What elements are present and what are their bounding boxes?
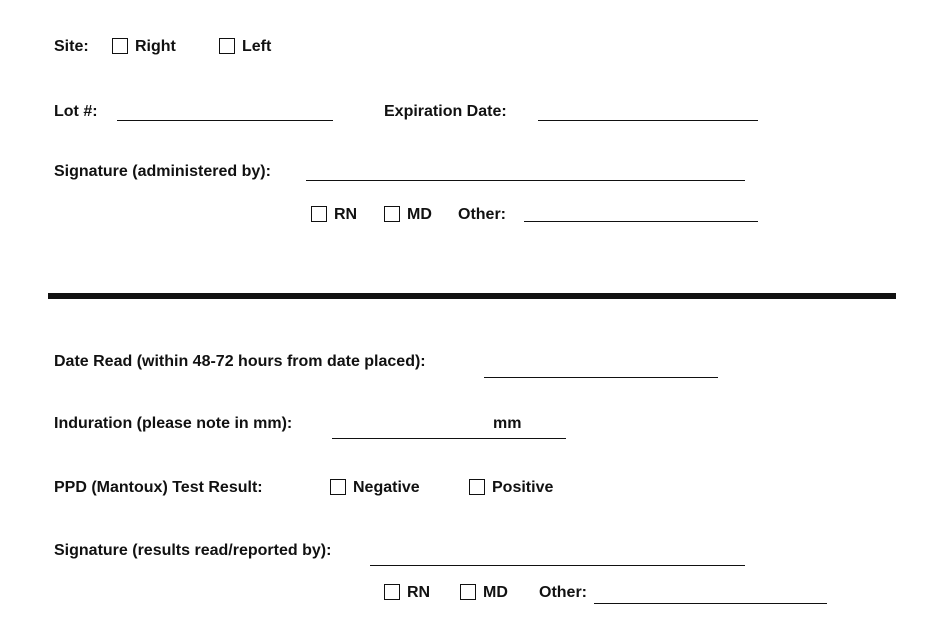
administered-other-field[interactable]: [524, 221, 758, 222]
site-left-checkbox[interactable]: [219, 38, 235, 54]
test-result-label: PPD (Mantoux) Test Result:: [54, 479, 263, 496]
read-md-label: MD: [483, 584, 508, 601]
read-rn-checkbox[interactable]: [384, 584, 400, 600]
induration-mm-unit: mm: [493, 415, 522, 432]
date-read-label: Date Read (within 48-72 hours from date placed):: [54, 353, 426, 370]
administered-md-checkbox[interactable]: [384, 206, 400, 222]
administered-signature-label: Signature (administered by):: [54, 163, 271, 180]
site-left-label: Left: [242, 38, 272, 55]
administered-signature-field[interactable]: [306, 180, 745, 181]
expiration-date-label: Expiration Date:: [384, 103, 507, 120]
site-right-checkbox[interactable]: [112, 38, 128, 54]
site-right-label: Right: [135, 38, 176, 55]
induration-label: Induration (please note in mm):: [54, 415, 293, 432]
expiration-date-field[interactable]: [538, 120, 758, 121]
administered-rn-checkbox[interactable]: [311, 206, 327, 222]
read-other-label: Other:: [539, 584, 587, 601]
date-read-field[interactable]: [484, 377, 718, 378]
read-rn-label: RN: [407, 584, 431, 601]
result-positive-label: Positive: [492, 479, 554, 496]
read-md-checkbox[interactable]: [460, 584, 476, 600]
lot-label: Lot #:: [54, 103, 98, 120]
result-negative-label: Negative: [353, 479, 420, 496]
result-negative-checkbox[interactable]: [330, 479, 346, 495]
read-signature-label: Signature (results read/reported by):: [54, 542, 332, 559]
read-signature-field[interactable]: [370, 565, 745, 566]
administered-rn-label: RN: [334, 206, 358, 223]
read-other-field[interactable]: [594, 603, 827, 604]
administered-md-label: MD: [407, 206, 432, 223]
section-divider: [48, 293, 896, 299]
induration-field[interactable]: [332, 438, 566, 439]
site-label: Site:: [54, 38, 89, 55]
result-positive-checkbox[interactable]: [469, 479, 485, 495]
administered-other-label: Other:: [458, 206, 506, 223]
lot-number-field[interactable]: [117, 120, 333, 121]
